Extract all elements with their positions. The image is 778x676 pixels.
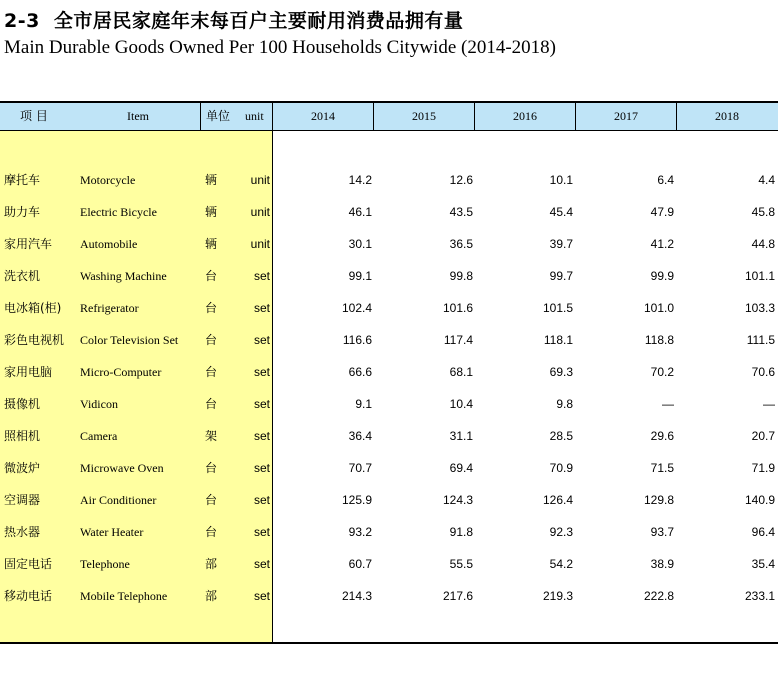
value-cell: 39.7	[549, 237, 573, 251]
value-cell: 54.2	[549, 557, 573, 571]
table-row	[0, 356, 778, 388]
header-year: 2016	[513, 109, 537, 123]
unit-en: set	[253, 461, 270, 475]
table-row	[0, 452, 778, 484]
item-name-cn: 热水器	[4, 525, 41, 539]
value-cell: 6.4	[657, 173, 674, 187]
item-name-en: Microwave Oven	[80, 461, 164, 475]
unit-cn: 台	[205, 269, 218, 283]
unit-cn: 台	[205, 397, 218, 411]
unit-cn: 台	[205, 333, 218, 347]
value-cell: 70.2	[650, 365, 674, 379]
value-cell: 70.9	[549, 461, 573, 475]
value-cell: 30.1	[348, 237, 372, 251]
item-name-cn: 洗衣机	[4, 269, 41, 283]
value-cell: 99.9	[650, 269, 674, 283]
unit-en: set	[253, 525, 270, 539]
header-item-cn: 项 目	[20, 109, 48, 123]
unit-cn: 台	[205, 493, 218, 507]
value-cell: 47.9	[650, 205, 674, 219]
unit-cn: 辆	[205, 173, 218, 187]
value-cell: 103.3	[744, 301, 775, 315]
item-name-en: Motorcycle	[80, 173, 136, 187]
value-cell: 111.5	[746, 333, 775, 347]
unit-cn: 台	[205, 365, 218, 379]
value-cell: 99.1	[348, 269, 372, 283]
value-cell: 68.1	[449, 365, 473, 379]
value-cell: 38.9	[650, 557, 674, 571]
item-name-en: Electric Bicycle	[80, 205, 157, 219]
value-cell: 101.6	[442, 301, 473, 315]
item-name-cn: 助力车	[4, 205, 41, 219]
header-year: 2014	[311, 109, 335, 123]
value-cell: 35.4	[751, 557, 775, 571]
unit-en: unit	[250, 173, 270, 187]
value-cell: 70.7	[348, 461, 372, 475]
item-name-en: Micro-Computer	[80, 365, 162, 379]
item-name-cn: 空调器	[4, 493, 41, 507]
value-cell: 43.5	[449, 205, 473, 219]
value-cell: 117.4	[443, 333, 473, 347]
value-cell: 92.3	[549, 525, 573, 539]
item-name-en: Air Conditioner	[80, 493, 157, 507]
value-cell: 71.9	[751, 461, 775, 475]
header-year: 2018	[715, 109, 739, 123]
value-cell: 44.8	[751, 237, 775, 251]
value-cell: —	[662, 397, 674, 411]
value-cell: 9.1	[355, 397, 372, 411]
value-cell: 126.4	[542, 493, 573, 507]
table-row	[0, 484, 778, 516]
unit-cn: 辆	[205, 237, 218, 251]
header-year: 2017	[614, 109, 638, 123]
table-row	[0, 516, 778, 548]
unit-cn: 辆	[205, 205, 218, 219]
header-item-en: Item	[127, 109, 149, 123]
table-row	[0, 228, 778, 260]
table-row	[0, 260, 778, 292]
value-cell: 70.6	[751, 365, 775, 379]
unit-cn: 台	[205, 461, 218, 475]
unit-en: set	[253, 397, 270, 411]
value-cell: 14.2	[348, 173, 372, 187]
value-cell: 125.9	[341, 493, 372, 507]
unit-cn: 台	[205, 301, 218, 315]
value-cell: 66.6	[348, 365, 372, 379]
value-cell: 101.5	[542, 301, 573, 315]
item-name-en: Refrigerator	[80, 301, 139, 315]
value-cell: 69.4	[449, 461, 473, 475]
value-cell: 4.4	[758, 173, 775, 187]
unit-cn: 台	[205, 525, 218, 539]
unit-cn: 架	[205, 429, 218, 443]
item-name-cn: 固定电话	[4, 557, 53, 571]
value-cell: 29.6	[650, 429, 674, 443]
value-cell: 99.7	[549, 269, 573, 283]
header-unit-en: unit	[245, 109, 264, 123]
value-cell: 46.1	[348, 205, 372, 219]
item-name-en: Vidicon	[80, 397, 118, 411]
value-cell: 217.6	[442, 589, 473, 603]
item-name-cn: 电冰箱(柜)	[4, 301, 62, 315]
item-name-cn: 摩托车	[4, 173, 41, 187]
item-name-cn: 摄像机	[4, 397, 41, 411]
table-row	[0, 580, 778, 612]
value-cell: 124.3	[442, 493, 473, 507]
unit-en: unit	[250, 237, 270, 251]
value-cell: 41.2	[650, 237, 674, 251]
value-cell: 12.6	[449, 173, 473, 187]
table-row	[0, 164, 778, 196]
unit-en: set	[253, 493, 270, 507]
value-cell: 60.7	[348, 557, 372, 571]
unit-en: set	[253, 557, 270, 571]
value-cell: 10.1	[549, 173, 573, 187]
value-cell: 96.4	[751, 525, 775, 539]
table-row	[0, 292, 778, 324]
table-row	[0, 324, 778, 356]
value-cell: —	[763, 397, 775, 411]
header-year: 2015	[412, 109, 436, 123]
value-cell: 45.4	[549, 205, 573, 219]
table-title-cn-text: 全市居民家庭年末每百户主要耐用消费品拥有量	[53, 10, 464, 32]
value-cell: 36.5	[449, 237, 473, 251]
value-cell: 118.8	[644, 333, 674, 347]
value-cell: 28.5	[549, 429, 573, 443]
value-cell: 140.9	[744, 493, 775, 507]
unit-cn: 部	[205, 557, 218, 571]
table-row	[0, 420, 778, 452]
item-name-cn: 家用汽车	[4, 237, 53, 251]
value-cell: 10.4	[449, 397, 473, 411]
header-divider	[200, 103, 201, 130]
item-name-cn: 彩色电视机	[4, 333, 65, 347]
value-cell: 219.3	[542, 589, 573, 603]
unit-en: set	[253, 429, 270, 443]
unit-en: set	[253, 589, 270, 603]
value-cell: 9.8	[556, 397, 573, 411]
value-cell: 99.8	[449, 269, 473, 283]
item-name-cn: 移动电话	[4, 589, 53, 603]
item-name-en: Camera	[80, 429, 118, 443]
value-cell: 45.8	[751, 205, 775, 219]
header-unit-cn: 单位	[206, 109, 231, 123]
item-name-en: Color Television Set	[80, 333, 179, 347]
item-name-cn: 家用电脑	[4, 365, 53, 379]
value-cell: 36.4	[348, 429, 372, 443]
value-cell: 101.0	[643, 301, 674, 315]
value-cell: 93.2	[348, 525, 372, 539]
unit-cn: 部	[205, 589, 218, 603]
value-cell: 118.1	[543, 333, 573, 347]
item-name-en: Mobile Telephone	[80, 589, 168, 603]
table-number: 2-3	[4, 10, 40, 32]
table-row	[0, 196, 778, 228]
value-cell: 93.7	[650, 525, 674, 539]
value-cell: 71.5	[650, 461, 674, 475]
value-cell: 55.5	[449, 557, 473, 571]
item-name-en: Washing Machine	[80, 269, 167, 283]
value-cell: 222.8	[643, 589, 674, 603]
item-name-en: Water Heater	[80, 525, 144, 539]
value-cell: 20.7	[751, 429, 775, 443]
value-cell: 91.8	[449, 525, 473, 539]
table-title-cn	[4, 6, 463, 33]
item-name-cn: 照相机	[4, 429, 41, 443]
value-cell: 31.1	[449, 429, 473, 443]
value-cell: 233.1	[744, 589, 775, 603]
unit-en: set	[253, 333, 270, 347]
table-row	[0, 548, 778, 580]
item-name-en: Automobile	[80, 237, 138, 251]
value-cell: 116.6	[342, 333, 372, 347]
value-cell: 129.8	[643, 493, 674, 507]
table-row	[0, 388, 778, 420]
value-cell: 69.3	[549, 365, 573, 379]
value-cell: 102.4	[341, 301, 372, 315]
bottom-rule	[0, 642, 778, 644]
table-title-en: Main Durable Goods Owned Per 100 Households Citywide (2014-2018)	[4, 37, 556, 58]
unit-en: set	[253, 269, 270, 283]
item-name-en: Telephone	[80, 557, 130, 571]
value-cell: 214.3	[341, 589, 372, 603]
unit-en: set	[253, 365, 270, 379]
value-cell: 101.1	[744, 269, 775, 283]
item-name-cn: 微波炉	[4, 461, 41, 475]
unit-en: unit	[250, 205, 270, 219]
unit-en: set	[253, 301, 270, 315]
